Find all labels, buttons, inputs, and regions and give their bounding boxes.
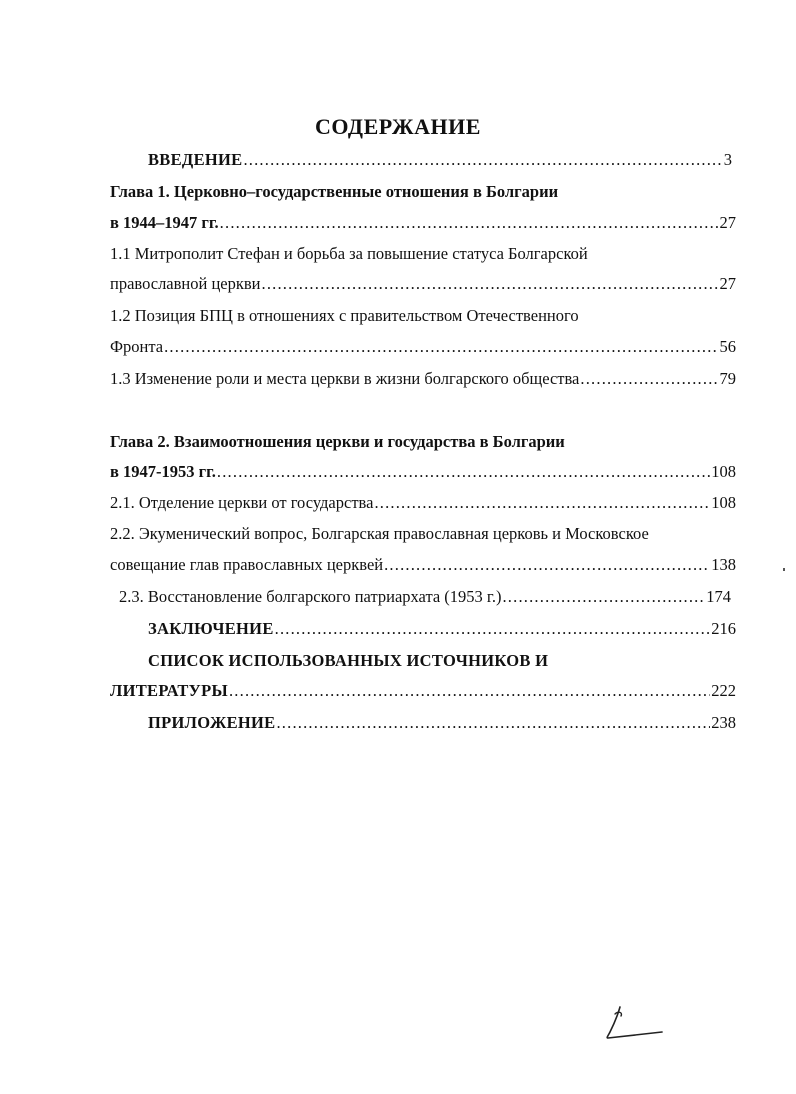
toc-leader-dots <box>580 368 718 390</box>
toc-leader-dots <box>384 554 710 576</box>
toc-leader-dots <box>262 273 719 295</box>
scan-speck <box>783 568 785 571</box>
toc-label: в 1947-1953 гг. <box>110 462 216 481</box>
toc-label: ЗАКЛЮЧЕНИЕ <box>148 619 274 638</box>
chapter-1-heading: Глава 1. Церковно–государственные отношения в Болгарии <box>110 182 559 201</box>
toc-leader-dots <box>164 336 718 358</box>
toc-leader-dots <box>243 149 722 171</box>
toc-entry-section-2-1 <box>110 492 736 514</box>
toc-leader-dots <box>217 461 710 483</box>
section-1-1-line-1: 1.1 Митрополит Стефан и борьба за повышение статуса Болгарской <box>110 244 588 263</box>
toc-page-number: 27 <box>719 274 736 293</box>
toc-page-number: 138 <box>711 555 736 574</box>
toc-leader-dots <box>276 712 710 734</box>
toc-label: ВВЕДЕНИЕ <box>148 150 243 169</box>
toc-label: 1.3 Изменение роли и места церкви в жизни болгарского общества <box>110 369 580 388</box>
toc-entry-section-2-2 <box>110 554 736 576</box>
toc-entry-sources <box>110 680 736 702</box>
toc-page-number: 108 <box>711 493 736 512</box>
toc-entry-section-1-2 <box>110 336 736 358</box>
handwritten-signature <box>596 1004 666 1044</box>
toc-entry-section-2-3 <box>119 586 731 608</box>
toc-label: в 1944–1947 гг. <box>110 213 219 232</box>
section-1-2-line-1: 1.2 Позиция БПЦ в отношениях с правительством Отечественного <box>110 306 579 325</box>
toc-entry-section-1-1 <box>110 273 736 295</box>
toc-entry-intro <box>148 149 732 171</box>
toc-entry-appendix <box>148 712 736 734</box>
toc-leader-dots <box>229 680 710 702</box>
toc-entry-section-1-3 <box>110 368 736 390</box>
toc-leader-dots <box>502 586 705 608</box>
toc-leader-dots <box>275 618 711 640</box>
toc-label: ЛИТЕРАТУРЫ <box>110 681 228 700</box>
section-2-2-line-1: 2.2. Экуменический вопрос, Болгарская православная церковь и Московское <box>110 524 649 543</box>
toc-entry-chapter-2 <box>110 461 736 483</box>
toc-label: православной церкви <box>110 274 261 293</box>
toc-page-number: 79 <box>719 369 736 388</box>
toc-label: 2.1. Отделение церкви от государства <box>110 493 374 512</box>
toc-label: совещание глав православных церквей <box>110 555 384 574</box>
toc-page-number: 238 <box>711 713 736 732</box>
toc-entry-chapter-1 <box>110 212 736 234</box>
toc-entry-conclusion <box>148 618 736 640</box>
toc-page-number: 222 <box>711 681 736 700</box>
toc-leader-dots <box>374 492 710 514</box>
toc-leader-dots <box>220 212 719 234</box>
toc-page-number: 216 <box>711 619 736 638</box>
toc-page-number: 108 <box>711 462 736 481</box>
sources-heading-line-1: СПИСОК ИСПОЛЬЗОВАННЫХ ИСТОЧНИКОВ И <box>148 651 549 670</box>
toc-page-number: 3 <box>723 150 732 169</box>
toc-page-number: 27 <box>719 213 736 232</box>
toc-label: ПРИЛОЖЕНИЕ <box>148 713 276 732</box>
chapter-2-heading: Глава 2. Взаимоотношения церкви и государства в Болгарии <box>110 432 565 451</box>
toc-page-number: 174 <box>706 587 731 606</box>
toc-page-number: 56 <box>719 337 736 356</box>
page-title: СОДЕРЖАНИЕ <box>315 114 481 139</box>
toc-label: 2.3. Восстановление болгарского патриархата (1953 г.) <box>119 587 502 606</box>
toc-label: Фронта <box>110 337 164 356</box>
